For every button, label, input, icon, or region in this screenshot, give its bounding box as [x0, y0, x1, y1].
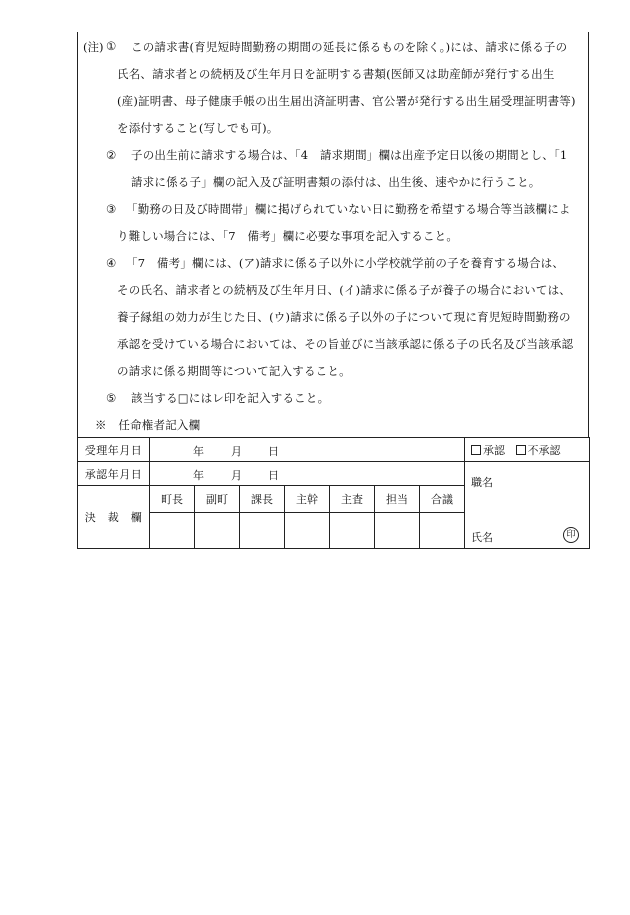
- approved-year: 年: [193, 469, 204, 482]
- approved-day: 日: [268, 469, 279, 482]
- note-4-line-3: 養子縁組の効力が生じた日、(ウ)請求に係る子以外の子について現に育児短時間勤務の: [117, 310, 571, 324]
- note-1-line-4: を添付すること(写しでも可)。: [117, 121, 279, 135]
- received-month: 月: [231, 445, 242, 458]
- col-header-senior-staff: 主査: [330, 486, 375, 513]
- note-5-line-1: 該当する□にはレ印を記入すること。: [131, 391, 330, 405]
- note-4-line-2: その氏名、請求者との続柄及び生年月日、(イ)請求に係る子が養子の場合においては、: [117, 283, 571, 297]
- approved-month: 月: [231, 469, 242, 482]
- received-day: 日: [268, 445, 279, 458]
- received-date-label: 受理年月日: [78, 438, 150, 462]
- stamp-cell-mayor[interactable]: [150, 513, 195, 549]
- note-5-number: ⑤: [106, 391, 117, 405]
- stamp-cell-deputy[interactable]: [195, 513, 240, 549]
- note-2-line-1: 子の出生前に請求する場合は、「4 請求期間」欄は出産予定日以後の期間とし、「1: [131, 148, 568, 162]
- approval-table: [77, 437, 590, 549]
- note-4-number: ④: [106, 256, 117, 270]
- note-1-line-2: 氏名、請求者との続柄及び生年月日を証明する書類(医師又は助産師が発行する出生: [117, 67, 555, 81]
- col-header-mayor: 町長: [150, 486, 195, 513]
- stamp-cell-senior-staff[interactable]: [330, 513, 375, 549]
- received-year: 年: [193, 445, 204, 458]
- col-header-consultation: 合議: [420, 486, 465, 513]
- approval-options: [465, 438, 590, 462]
- note-1-line-1: この請求書(育児短時間勤務の期間の延長に係るものを除く。)には、請求に係る子の: [131, 40, 568, 54]
- seal-mark: 印: [563, 527, 579, 543]
- reject-label: 不承認: [527, 443, 561, 457]
- note-4-line-4: 承認を受けている場合においては、その旨並びに当該承認に係る子の氏名及び当該承認: [117, 337, 574, 351]
- note-4-line-1: 「7 備考」欄には、(ア)請求に係る子以外に小学校就学前の子を養育する場合は、: [126, 256, 565, 270]
- note-3-line-2: り難しい場合には、「7 備考」欄に必要な事項を記入すること。: [117, 229, 459, 243]
- approve-label: 承認: [483, 443, 506, 457]
- note-2-number: ②: [106, 148, 117, 162]
- section-title: ※ 任命権者記入欄: [95, 418, 201, 432]
- approved-date-field[interactable]: [150, 462, 465, 486]
- received-date-field[interactable]: [150, 438, 465, 462]
- stamp-cell-staff[interactable]: [375, 513, 420, 549]
- approver-box: [465, 462, 590, 549]
- col-header-deputy: 副町: [195, 486, 240, 513]
- approve-checkbox[interactable]: [471, 445, 481, 455]
- stamp-cell-manager[interactable]: [285, 513, 330, 549]
- stamp-cell-consultation[interactable]: [420, 513, 465, 549]
- note-4-line-5: の請求に係る期間等について記入すること。: [117, 364, 351, 378]
- note-2-line-2: 請求に係る子」欄の記入及び証明書類の添付は、出生後、速やかに行うこと。: [131, 175, 541, 189]
- name-label: 氏名: [471, 531, 494, 544]
- notes-prefix: (注): [83, 40, 104, 54]
- decision-label: 決 裁 欄: [78, 486, 150, 549]
- reject-checkbox[interactable]: [516, 445, 526, 455]
- col-header-staff: 担当: [375, 486, 420, 513]
- note-3-line-1: 「勤務の日及び時間帯」欄に掲げられていない日に勤務を希望する場合等当該欄によ: [126, 202, 571, 216]
- note-3-number: ③: [106, 202, 117, 216]
- note-1-number: ①: [106, 39, 117, 53]
- col-header-manager: 主幹: [285, 486, 330, 513]
- stamp-cell-section-chief[interactable]: [240, 513, 285, 549]
- approved-date-label: 承認年月日: [78, 462, 150, 486]
- note-1-line-3: (産)証明書、母子健康手帳の出生届出済証明書、官公署が発行する出生届受理証明書等): [117, 94, 576, 108]
- col-header-section-chief: 課長: [240, 486, 285, 513]
- position-label: 職名: [471, 476, 494, 489]
